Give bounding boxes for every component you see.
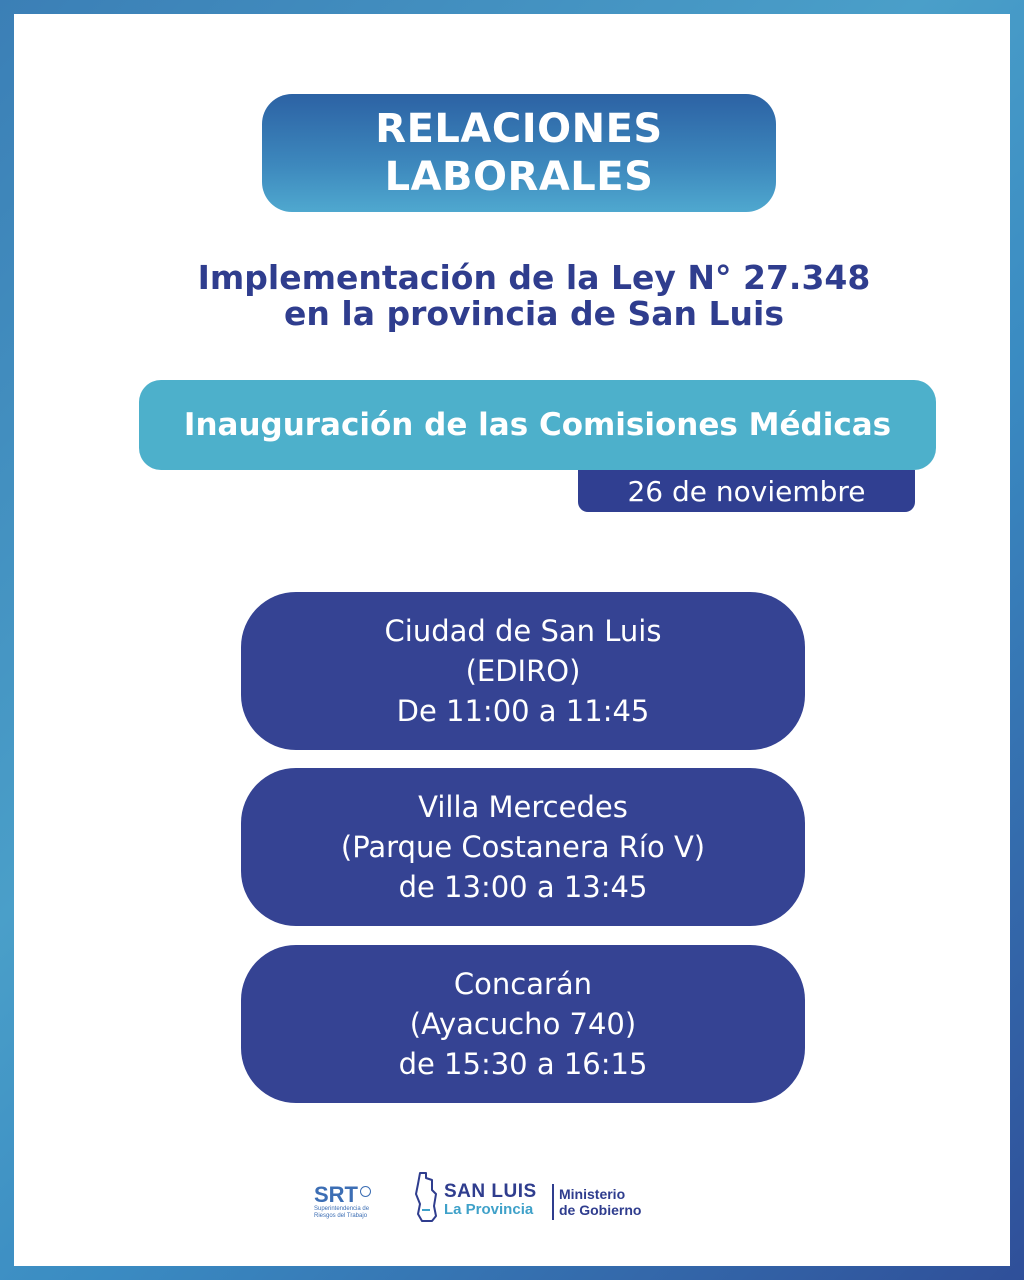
footer-logos: [14, 1170, 1010, 1230]
location-time: de 13:00 a 13:45: [398, 870, 648, 904]
location-city: Villa Mercedes: [418, 790, 628, 824]
san-luis-province-map-icon: [410, 1170, 444, 1224]
location-city: Ciudad de San Luis: [384, 614, 662, 648]
location-time: de 15:30 a 16:15: [398, 1047, 648, 1081]
content-panel: [14, 14, 1010, 1266]
ministry-line2: de Gobierno: [559, 1202, 642, 1218]
srt-logo: [314, 1184, 384, 1220]
srt-logo-subtitle: Superintendencia de Riesgos del Trabajo: [314, 1206, 370, 1219]
province-sub: La Provincia: [444, 1201, 534, 1218]
location-venue: (EDIRO): [465, 654, 581, 688]
location-venue: (Parque Costanera Río V): [340, 830, 706, 864]
province-name: SAN LUIS: [444, 1181, 537, 1202]
event-date-badge: 26 de noviembre: [578, 470, 915, 512]
law-subtitle-line1: Implementación de la Ley N° 27.348: [197, 258, 871, 297]
location-card-concaran: [241, 945, 805, 1103]
section-title-banner: [262, 94, 776, 212]
location-time: De 11:00 a 11:45: [396, 694, 650, 728]
san-luis-logo: [444, 1182, 537, 1218]
srt-emblem-icon: [360, 1186, 371, 1197]
ministry-line1: Ministerio: [559, 1186, 626, 1202]
location-city: Concarán: [453, 967, 593, 1001]
section-title-line2: LABORALES: [384, 154, 654, 200]
law-subtitle-line2: en la provincia de San Luis: [284, 294, 784, 333]
law-subtitle: [134, 260, 934, 332]
logo-divider: [552, 1184, 554, 1220]
section-title-line1: RELACIONES: [375, 106, 663, 152]
location-card-villa-mercedes: [241, 768, 805, 926]
event-title-banner: Inauguración de las Comisiones Médicas: [139, 380, 936, 470]
ministry-label: [559, 1186, 641, 1218]
location-venue: (Ayacucho 740): [409, 1007, 637, 1041]
srt-logo-text: SRT: [314, 1182, 358, 1207]
location-card-san-luis: [241, 592, 805, 750]
